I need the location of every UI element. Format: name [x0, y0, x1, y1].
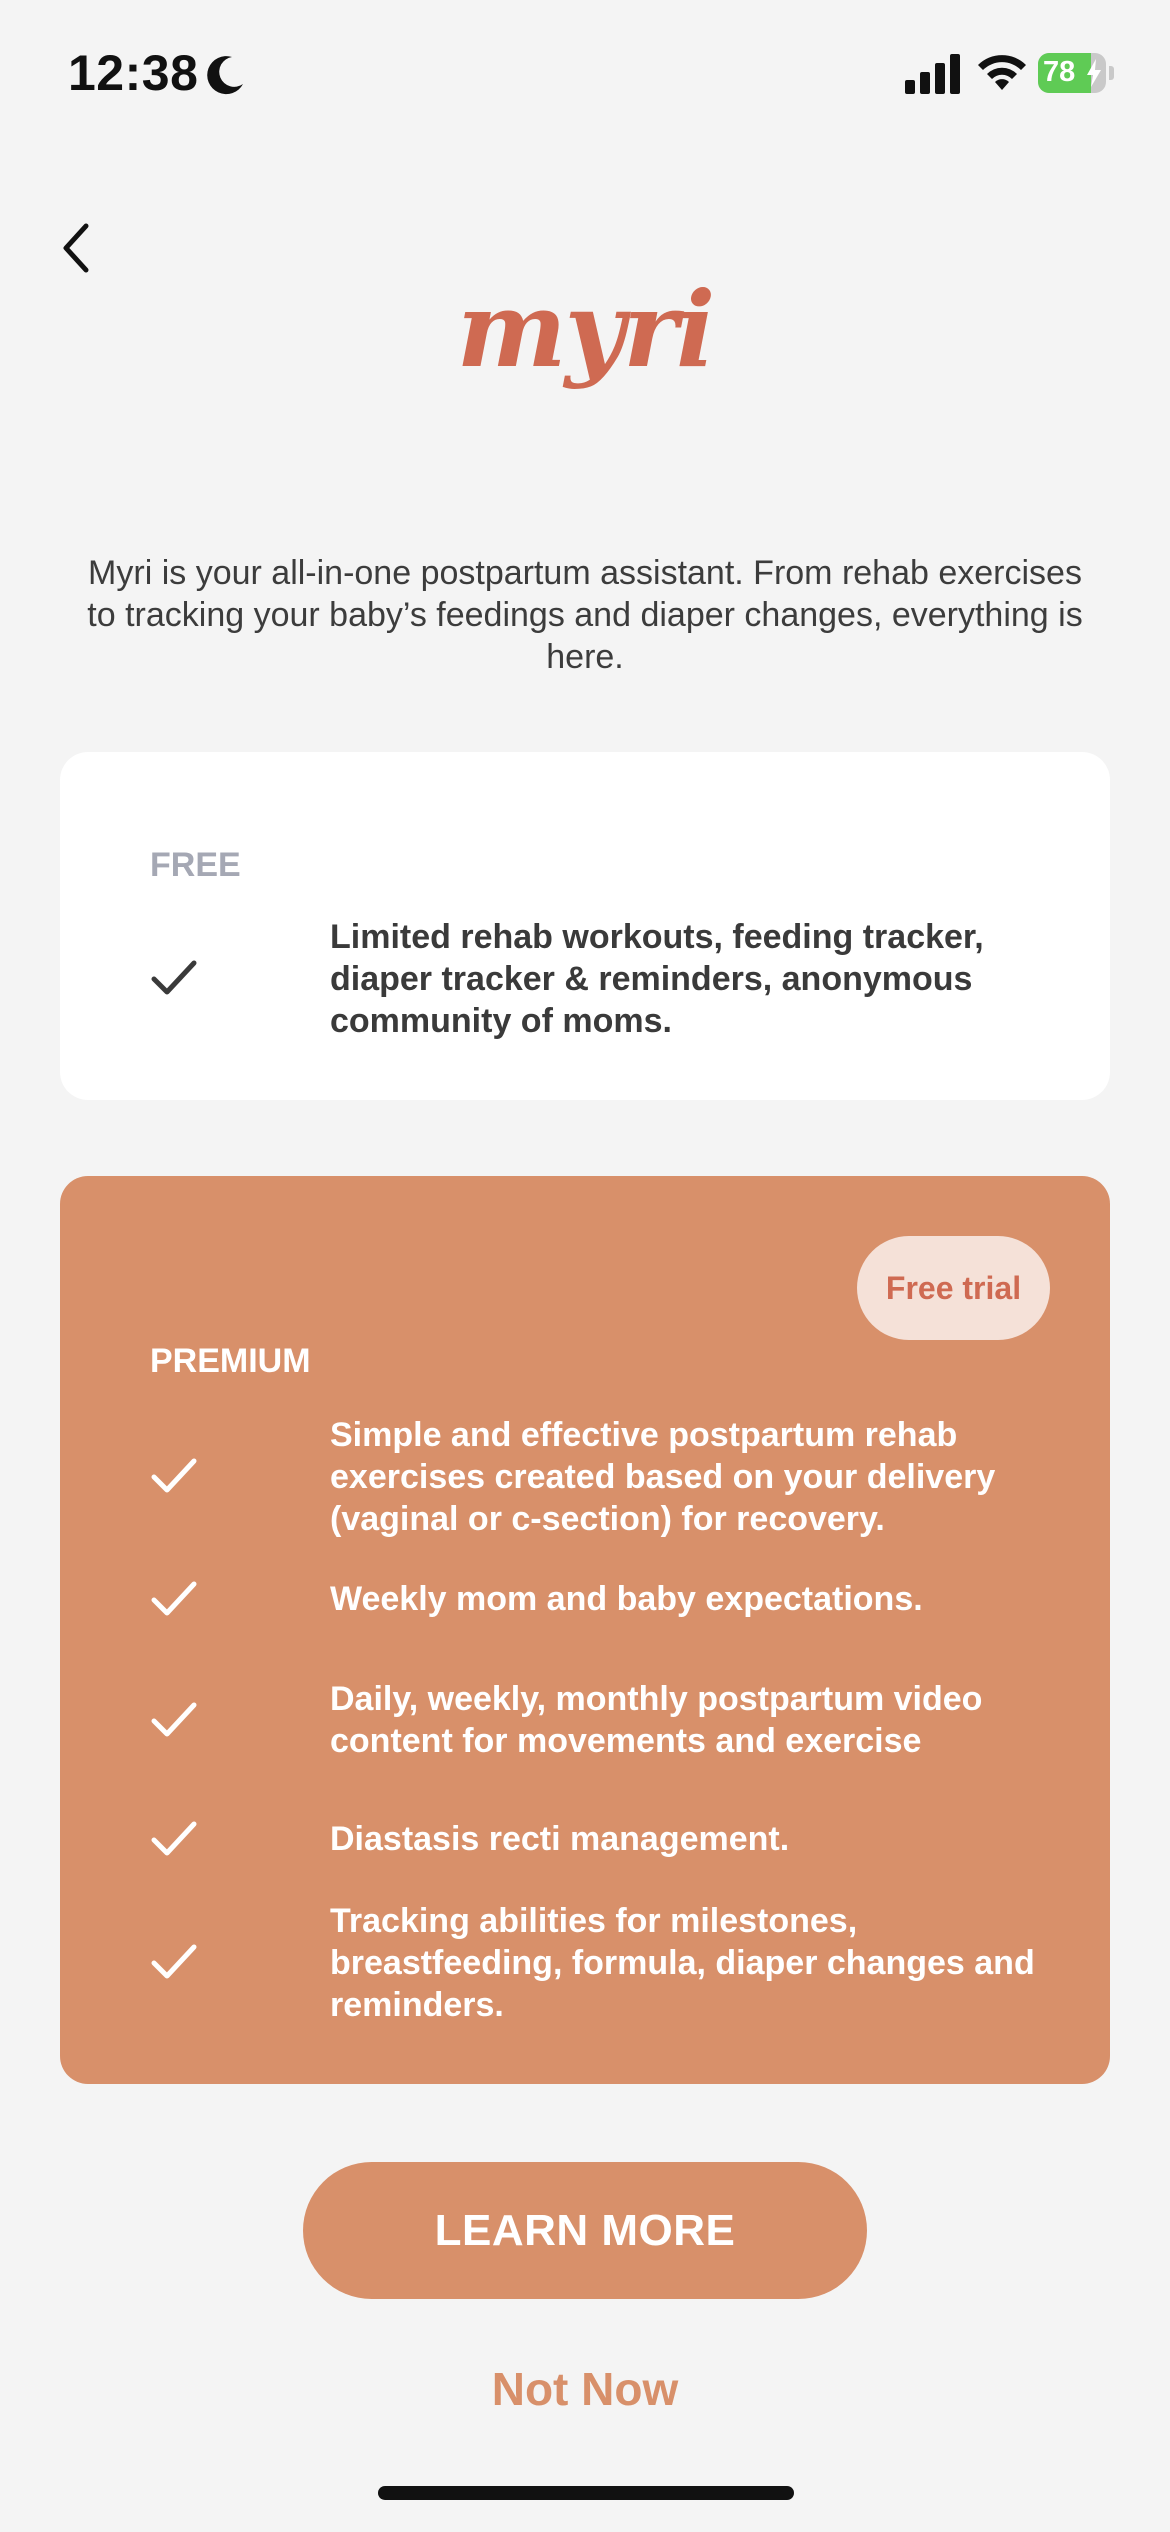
- intro-text: Myri is your all-in-one postpartum assistant. From rehab exercises to tracking your baby’s feedings and diaper changes, everything is here.: [87, 554, 1083, 676]
- learn-more-button[interactable]: LEARN MORE: [303, 2162, 867, 2299]
- wifi-icon: [976, 50, 1028, 94]
- premium-feature-text: Diastasis recti management.: [330, 1820, 790, 1858]
- free-trial-badge: Free trial: [857, 1236, 1050, 1340]
- premium-feature-text: Simple and effective postpartum rehab exercises created based on your delivery (vaginal or c-section) for recovery.: [330, 1416, 996, 1538]
- checkmark-icon: [150, 1819, 198, 1859]
- premium-plan-card[interactable]: [60, 1176, 1110, 2084]
- checkmark-icon: [150, 1579, 198, 1619]
- not-now-button[interactable]: Not Now: [491, 2363, 679, 2415]
- bolt-icon: [1085, 59, 1103, 87]
- app-logo: myri: [456, 268, 714, 391]
- premium-feature-text: Daily, weekly, monthly postpartum video content for movements and exercise: [330, 1680, 983, 1760]
- home-indicator[interactable]: [378, 2486, 794, 2500]
- cellular-signal-icon: [905, 52, 961, 94]
- free-feature-text: Limited rehab workouts, feeding tracker, diaper tracker & reminders, anonymous community of moms.: [330, 918, 984, 1040]
- battery-percent: 78: [1043, 56, 1076, 88]
- free-plan-card: [60, 752, 1110, 1100]
- checkmark-icon: [150, 1942, 198, 1982]
- premium-feature-text: Weekly mom and baby expectations.: [330, 1580, 923, 1618]
- moon-icon: [202, 52, 248, 98]
- checkmark-icon: [150, 1456, 198, 1496]
- battery-charging-icon: [1038, 53, 1114, 93]
- free-plan-label: FREE: [150, 846, 241, 884]
- status-time: 12:38: [68, 45, 199, 101]
- checkmark-icon: [150, 958, 198, 998]
- checkmark-icon: [150, 1700, 198, 1740]
- premium-feature-text: Tracking abilities for milestones, breastfeeding, formula, diaper changes and reminders.: [330, 1902, 1035, 2024]
- premium-plan-label: PREMIUM: [150, 1342, 311, 1380]
